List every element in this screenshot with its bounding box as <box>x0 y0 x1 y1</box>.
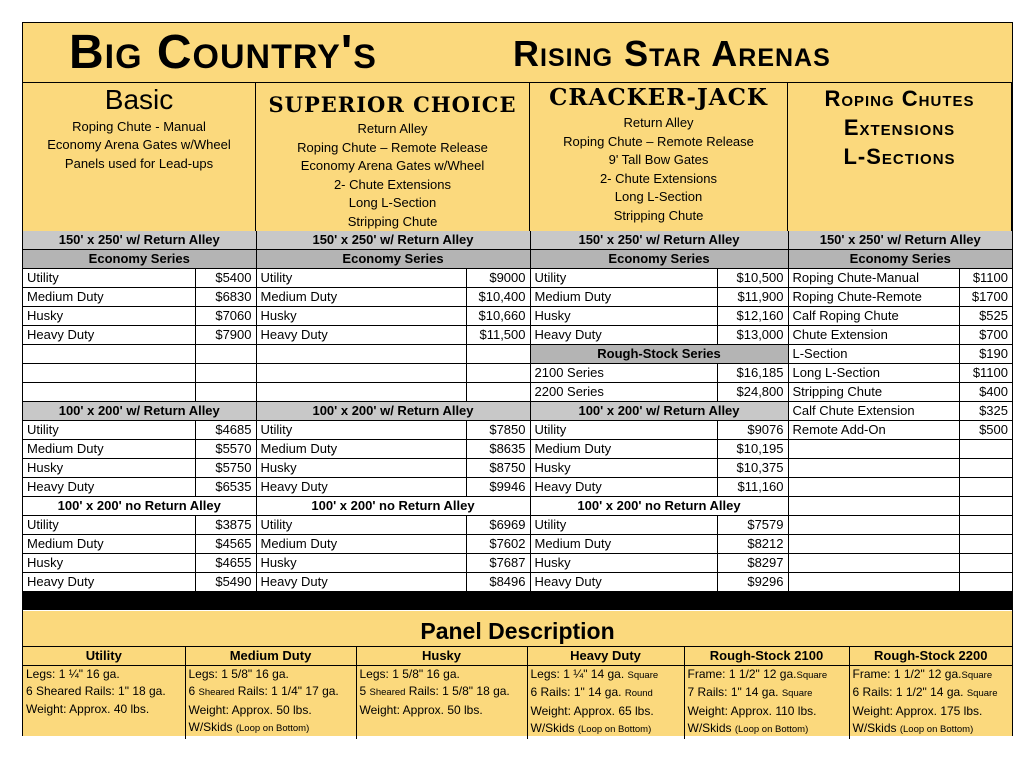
spec-line <box>26 666 182 684</box>
package-name: SUPERIOR CHOICE <box>268 92 517 117</box>
empty-cell <box>23 383 195 402</box>
item-name: Utility <box>23 269 195 288</box>
package-feature: Stripping Chute <box>613 207 704 223</box>
item-price: $1100 <box>959 364 1012 383</box>
item-price: $11,900 <box>717 288 788 307</box>
table-row <box>23 250 1012 269</box>
item-price: $10,400 <box>466 288 530 307</box>
empty-cell <box>788 497 959 516</box>
item-price: $7060 <box>195 307 256 326</box>
empty-cell <box>23 364 195 383</box>
spec-text: W/Skids <box>852 721 897 735</box>
series-header: Rough-Stock Series <box>530 345 788 364</box>
table-row <box>23 269 1012 288</box>
spec-text: Frame: 1 1/2" 12 ga. <box>852 666 962 681</box>
panel-type-header: Utility <box>23 647 185 665</box>
panel-type-header: Husky <box>356 647 527 665</box>
panel-spec-cell <box>185 665 356 739</box>
item-name: Husky <box>530 307 717 326</box>
spec-note: Sheared <box>198 687 235 698</box>
item-price: $3875 <box>195 516 256 535</box>
spec-note: (Loop on Bottom) <box>734 724 809 735</box>
empty-cell <box>959 554 1012 573</box>
item-price: $700 <box>959 326 1012 345</box>
spec-text: Rails: 1 1/4" 17 ga. <box>234 684 339 698</box>
spec-text: Weight: Approx. 175 lbs. <box>852 703 983 718</box>
panel-spec-cell <box>684 665 849 739</box>
spec-line <box>853 666 1010 685</box>
spec-note: Square <box>796 669 828 681</box>
panel-spec-cell <box>527 665 684 739</box>
table-row <box>23 383 1012 402</box>
table-row <box>23 288 1012 307</box>
item-price: $7687 <box>466 554 530 573</box>
item-price: $7850 <box>466 421 530 440</box>
empty-cell <box>788 516 959 535</box>
item-price: $8750 <box>466 459 530 478</box>
empty-cell <box>788 478 959 497</box>
item-name: Medium Duty <box>23 288 195 307</box>
item-name: Heavy Duty <box>256 326 466 345</box>
item-name: Medium Duty <box>530 535 717 554</box>
divider-cell <box>23 592 195 610</box>
item-name: Medium Duty <box>530 288 717 307</box>
table-row <box>23 535 1012 554</box>
item-name: Utility <box>256 516 466 535</box>
item-name: Utility <box>530 421 717 440</box>
item-price: $9296 <box>717 573 788 592</box>
spec-line <box>189 702 353 720</box>
spec-note: Square <box>781 688 813 699</box>
item-price: $5570 <box>195 440 256 459</box>
empty-cell <box>195 383 256 402</box>
package-feature: Economy Arena Gates w/Wheel <box>300 158 485 174</box>
price-grid <box>23 231 1012 610</box>
table-row <box>23 665 1012 739</box>
brand-title: Big Country's <box>69 26 377 79</box>
spec-line <box>853 720 1010 739</box>
package-feature: 2- Chute Extensions <box>599 170 718 186</box>
package-feature: 9' Tall Bow Gates <box>608 152 709 168</box>
divider-cell <box>959 592 1012 610</box>
item-name: Roping Chute-Manual <box>788 269 959 288</box>
item-price: $4685 <box>195 421 256 440</box>
item-price: $8297 <box>717 554 788 573</box>
spec-note: (Loop on Bottom) <box>577 724 652 735</box>
empty-cell <box>466 364 530 383</box>
item-price: $8212 <box>717 535 788 554</box>
item-name: 2200 Series <box>530 383 717 402</box>
section-header: 100' x 200' w/ Return Alley <box>23 402 256 421</box>
package-name: CRACKER-JACK <box>549 84 768 111</box>
item-name: Heavy Duty <box>23 326 195 345</box>
item-price: $4565 <box>195 535 256 554</box>
spec-line <box>853 703 1010 721</box>
spec-line <box>531 666 681 685</box>
spec-text: Legs: 1 ¼" 16 ga. <box>26 666 120 681</box>
price-sheet <box>22 22 1013 736</box>
item-price: $11,500 <box>466 326 530 345</box>
spec-line: 5 Sheared Rails: 1 5/8" 18 ga. <box>359 684 510 698</box>
package-name: Roping Chutes <box>824 86 975 111</box>
empty-cell <box>959 459 1012 478</box>
spec-line <box>26 683 182 701</box>
item-name: Husky <box>530 554 717 573</box>
spec-note: Sheared <box>369 687 406 698</box>
empty-cell <box>788 535 959 554</box>
item-name: Utility <box>23 421 195 440</box>
spec-line <box>688 684 846 703</box>
spec-line <box>688 720 846 739</box>
spec-text: W/Skids <box>687 721 732 735</box>
empty-cell <box>256 383 466 402</box>
item-name: Husky <box>23 307 195 326</box>
item-name: Heavy Duty <box>530 478 717 497</box>
section-header: 100' x 200' w/ Return Alley <box>256 402 530 421</box>
spec-text: Weight: Approx. 50 lbs. <box>359 702 483 717</box>
panel-type-header: Rough-Stock 2200 <box>849 647 1012 665</box>
item-name: Heavy Duty <box>256 478 466 497</box>
item-price: $7579 <box>717 516 788 535</box>
package-name: L-Sections <box>843 144 956 169</box>
series-header: Economy Series <box>788 250 1012 269</box>
divider-cell <box>195 592 256 610</box>
spec-line <box>26 701 182 719</box>
item-price: $10,660 <box>466 307 530 326</box>
item-name: Husky <box>23 554 195 573</box>
series-header: Economy Series <box>530 250 788 269</box>
item-price: $6969 <box>466 516 530 535</box>
item-price: $325 <box>959 402 1012 421</box>
spec-note: Square <box>627 669 659 681</box>
item-price: $10,500 <box>717 269 788 288</box>
table-row <box>23 440 1012 459</box>
package-feature: Long L-Section <box>348 195 437 211</box>
package-feature: Roping Chute - Manual <box>72 118 206 134</box>
spec-line <box>360 666 524 684</box>
item-name: Medium Duty <box>256 535 466 554</box>
spec-note: Square <box>961 669 993 681</box>
table-row <box>23 554 1012 573</box>
table-row <box>23 573 1012 592</box>
empty-cell <box>256 364 466 383</box>
item-name: Utility <box>23 516 195 535</box>
item-name: Stripping Chute <box>788 383 959 402</box>
table-row <box>23 497 1012 516</box>
item-name: Utility <box>256 269 466 288</box>
spec-note: (Loop on Bottom) <box>899 724 974 735</box>
package-feature: Economy Arena Gates w/Wheel <box>47 137 231 153</box>
panel-table <box>23 647 1012 739</box>
empty-cell <box>959 440 1012 459</box>
spec-text: 6 Rails: 1 1/2" 14 ga. <box>852 685 964 699</box>
package-feature: Roping Chute – Remote Release <box>563 133 754 149</box>
spec-note: Square <box>966 688 998 699</box>
package-cracker-jack <box>530 83 788 231</box>
item-name: Utility <box>530 516 717 535</box>
item-price: $5750 <box>195 459 256 478</box>
spec-line <box>688 703 846 721</box>
item-price: $7602 <box>466 535 530 554</box>
table-row <box>23 478 1012 497</box>
item-name: Utility <box>530 269 717 288</box>
spec-text: Weight: Approx. 40 lbs. <box>26 701 150 716</box>
item-name: Heavy Duty <box>530 573 717 592</box>
package-feature: Long L-Section <box>614 189 703 205</box>
item-price: $5490 <box>195 573 256 592</box>
item-price: $16,185 <box>717 364 788 383</box>
section-header: 150' x 250' w/ Return Alley <box>23 231 256 250</box>
item-name: Medium Duty <box>23 440 195 459</box>
item-name: Long L-Section <box>788 364 959 383</box>
package-feature: Stripping Chute <box>347 213 438 229</box>
item-price: $525 <box>959 307 1012 326</box>
table-row <box>23 402 1012 421</box>
spec-text: Rails: 1 5/8" 18 ga. <box>405 684 510 698</box>
item-price: $1100 <box>959 269 1012 288</box>
item-name: Calf Chute Extension <box>788 402 959 421</box>
item-price: $5400 <box>195 269 256 288</box>
spec-text: Weight: Approx. 50 lbs. <box>188 702 312 717</box>
package-name: Basic <box>104 84 174 115</box>
item-name: Husky <box>256 459 466 478</box>
package-feature: Return Alley <box>357 121 428 137</box>
package-basic <box>23 83 256 231</box>
spec-text: 7 Rails: 1" 14 ga. <box>687 685 779 699</box>
package-feature: Return Alley <box>623 115 694 131</box>
package-feature: Roping Chute – Remote Release <box>297 139 488 155</box>
section-header: 100' x 200' no Return Alley <box>530 497 788 516</box>
item-name: L-Section <box>788 345 959 364</box>
spec-line <box>360 702 524 720</box>
table-row <box>23 345 1012 364</box>
item-name: Heavy Duty <box>23 478 195 497</box>
spec-text: 6 Sheared Rails: 1" 18 ga. <box>26 684 166 698</box>
spec-text: W/Skids <box>188 720 233 734</box>
arena-title: Rising Star Arenas <box>513 33 831 74</box>
spec-line <box>189 666 353 684</box>
item-price: $12,160 <box>717 307 788 326</box>
table-row <box>23 326 1012 345</box>
table-row <box>23 421 1012 440</box>
item-price: $6830 <box>195 288 256 307</box>
item-price: $9946 <box>466 478 530 497</box>
panel-description <box>23 611 1012 736</box>
item-price: $190 <box>959 345 1012 364</box>
section-header: 100' x 200' no Return Alley <box>23 497 256 516</box>
panel-description-title: Panel Description <box>23 611 1012 647</box>
empty-cell <box>959 478 1012 497</box>
table-row <box>23 459 1012 478</box>
item-name: Heavy Duty <box>256 573 466 592</box>
item-price: $11,160 <box>717 478 788 497</box>
item-name: Chute Extension <box>788 326 959 345</box>
series-header: Economy Series <box>256 250 530 269</box>
item-name: Husky <box>256 307 466 326</box>
item-name: Husky <box>256 554 466 573</box>
spec-line <box>531 720 681 739</box>
spec-line <box>688 666 846 685</box>
empty-cell <box>788 554 959 573</box>
spec-text: W/Skids <box>530 721 575 735</box>
table-row <box>23 364 1012 383</box>
panel-spec-cell <box>356 665 527 739</box>
item-price: $4655 <box>195 554 256 573</box>
item-name: Medium Duty <box>23 535 195 554</box>
item-name: Utility <box>256 421 466 440</box>
item-name: Medium Duty <box>256 288 466 307</box>
empty-cell <box>959 573 1012 592</box>
item-name: Heavy Duty <box>530 326 717 345</box>
empty-cell <box>466 383 530 402</box>
spec-text: Legs: 1 ¼" 14 ga. <box>530 666 625 681</box>
item-price: $1700 <box>959 288 1012 307</box>
package-superior-choice <box>256 83 530 231</box>
empty-cell <box>23 345 195 364</box>
empty-cell <box>195 364 256 383</box>
panel-type-header: Medium Duty <box>185 647 356 665</box>
item-price: $10,195 <box>717 440 788 459</box>
item-price: $8635 <box>466 440 530 459</box>
series-header: Economy Series <box>23 250 256 269</box>
item-price: $500 <box>959 421 1012 440</box>
item-name: Medium Duty <box>256 440 466 459</box>
empty-cell <box>195 345 256 364</box>
spec-line <box>531 684 681 703</box>
package-roping-chutes <box>788 83 1012 231</box>
section-header: 150' x 250' w/ Return Alley <box>530 231 788 250</box>
item-price: $9076 <box>717 421 788 440</box>
item-price: $400 <box>959 383 1012 402</box>
item-name: Roping Chute-Remote <box>788 288 959 307</box>
table-row <box>23 516 1012 535</box>
spec-text: 6 Rails: 1" 14 ga. <box>530 685 622 699</box>
spec-text: Legs: 1 5/8" 16 ga. <box>359 666 460 681</box>
section-header: 100' x 200' no Return Alley <box>256 497 530 516</box>
item-name: Calf Roping Chute <box>788 307 959 326</box>
item-price: $24,800 <box>717 383 788 402</box>
spec-text: Frame: 1 1/2" 12 ga. <box>687 666 797 681</box>
item-price: $7900 <box>195 326 256 345</box>
divider-row <box>23 592 1012 610</box>
item-price: $9000 <box>466 269 530 288</box>
section-header: 150' x 250' w/ Return Alley <box>788 231 1012 250</box>
item-price: $10,375 <box>717 459 788 478</box>
panel-type-header: Heavy Duty <box>527 647 684 665</box>
spec-text: Legs: 1 5/8" 16 ga. <box>188 666 289 681</box>
package-feature: 2- Chute Extensions <box>333 176 452 192</box>
item-name: Heavy Duty <box>23 573 195 592</box>
spec-line <box>853 684 1010 703</box>
section-header: 150' x 250' w/ Return Alley <box>256 231 530 250</box>
panel-spec-cell <box>23 665 185 739</box>
item-price: $8496 <box>466 573 530 592</box>
empty-cell <box>959 535 1012 554</box>
empty-cell <box>959 497 1012 516</box>
empty-cell <box>788 459 959 478</box>
spec-note: Round <box>624 688 653 699</box>
spec-line <box>531 703 681 721</box>
table-row <box>23 647 1012 665</box>
panel-type-header: Rough-Stock 2100 <box>684 647 849 665</box>
panel-spec-cell <box>849 665 1012 739</box>
spec-text: Weight: Approx. 65 lbs. <box>530 703 654 718</box>
package-name: Extensions <box>843 115 956 140</box>
package-feature: Panels used for Lead-ups <box>64 155 214 171</box>
divider-cell <box>530 592 717 610</box>
divider-cell <box>466 592 530 610</box>
spec-line: 6 Sheared Rails: 1 1/4" 17 ga. <box>188 684 339 698</box>
spec-note: (Loop on Bottom) <box>235 723 310 734</box>
spec-text: Weight: Approx. 110 lbs. <box>687 703 817 718</box>
empty-cell <box>959 516 1012 535</box>
item-price: $6535 <box>195 478 256 497</box>
page-header <box>23 23 1012 83</box>
empty-cell <box>256 345 466 364</box>
empty-cell <box>788 440 959 459</box>
empty-cell <box>788 573 959 592</box>
table-row <box>23 231 1012 250</box>
table-row <box>23 307 1012 326</box>
item-name: Medium Duty <box>530 440 717 459</box>
section-header: 100' x 200' w/ Return Alley <box>530 402 788 421</box>
item-name: Husky <box>530 459 717 478</box>
item-name: Remote Add-On <box>788 421 959 440</box>
divider-cell <box>256 592 466 610</box>
divider-cell <box>717 592 788 610</box>
divider-cell <box>788 592 959 610</box>
empty-cell <box>466 345 530 364</box>
spec-line <box>189 719 353 738</box>
item-name: Husky <box>23 459 195 478</box>
item-price: $13,000 <box>717 326 788 345</box>
item-name: 2100 Series <box>530 364 717 383</box>
